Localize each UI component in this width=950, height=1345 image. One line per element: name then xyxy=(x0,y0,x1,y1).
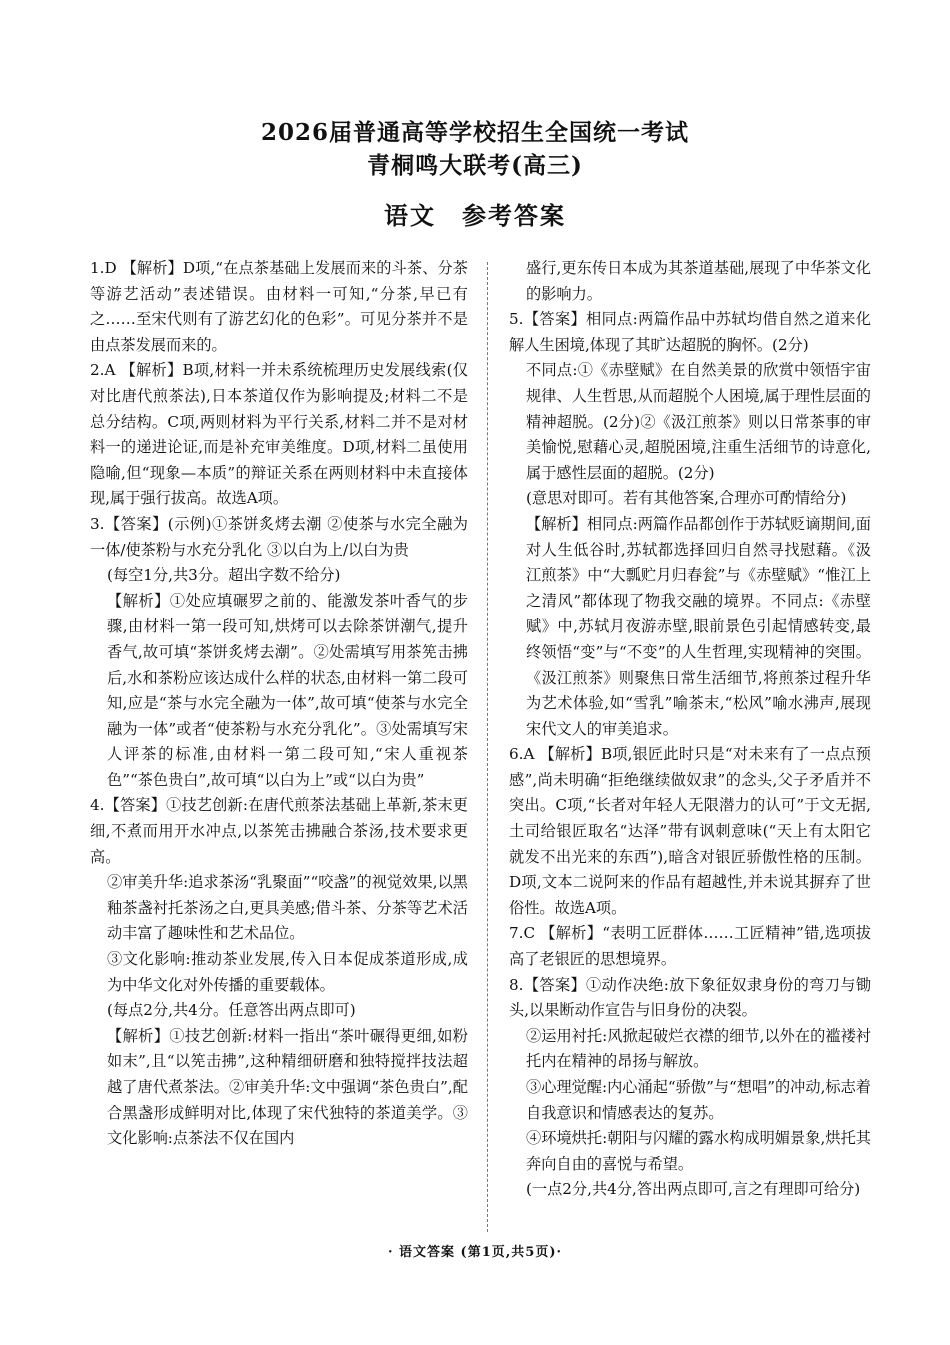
exam-subtitle: 青桐鸣大联考(高三) xyxy=(367,152,583,179)
answer-q7: 7.C 【解析】“表明工匠群体……工匠精神”错,选项拔高了老银匠的思想境界。 xyxy=(509,924,871,969)
answer-q4: 4.【答案】①技艺创新:在唐代煎茶法基础上革新,茶末更细,不煮而用开水冲点,以茶筅击拂融合茶汤,技术要求更高。 xyxy=(90,796,468,866)
answer-q5-differences: 不同点:①《赤壁赋》在自然美景的欣赏中领悟宇宙规律、人生哲思,从而超脱个人困境,属于理性层面的精神超脱。(2分)②《汲江煎茶》则以日常茶事的审美愉悦,慰藉心灵,超脱困境,注重生活细节的诗意化,属于感性层面的超脱。(2分) xyxy=(526,361,871,482)
answer-q6: 6.A 【解析】B项,银匠此时只是“对未来有了一点点预感”,尚未明确“拒绝继续做奴隶”的念头,父子矛盾并不突出。C项,“长者对年轻人无限潜力的认可”于文无据,土司给银匠取名“达泽”带有讽刺意味(“天上有太阳它就发不出光来的东西”),暗含对银匠骄傲性格的压制。D项,文本二说阿来的作品有超越性,并未说其摒弃了世俗性。故选A项。 xyxy=(509,745,871,917)
answer-q8-point3: ③心理觉醒:内心涌起“骄傲”与“想唱”的冲动,标志着自我意识和情感表达的复苏。 xyxy=(526,1078,871,1122)
scoring-note-q8: (一点2分,共4分,答出两点即可,言之有理即可给分) xyxy=(526,1180,861,1199)
column-divider xyxy=(487,262,488,1232)
exam-title: 2026届普通高等学校招生全国统一考试 xyxy=(260,119,689,146)
answer-q4-point2: ②审美升华:追求茶汤“乳聚面”“咬盏”的视觉效果,以黑釉茶盏衬托茶汤之白,更具美感;借斗茶、分茶等艺术活动丰富了趣味性和艺术品位。 xyxy=(107,873,468,943)
scoring-note-q3: (每空1分,共3分。超出字数不给分) xyxy=(107,566,341,585)
answer-q5: 5.【答案】相同点:两篇作品中苏轼均借自然之道来化解人生困境,体现了其旷达超脱的胸怀。(2分) xyxy=(509,310,871,354)
answer-q3: 3.【答案】(示例)①茶饼炙烤去潮 ②使茶与水完全融为一体/使茶粉与水充分乳化 ③以白为上/以白为贵 xyxy=(90,514,468,559)
answer-q2: 2.A 【解析】B项,材料一并未系统梳理历史发展线索(仅对比唐代煎茶法),日本茶道仅作为影响提及;材料二不是总分结构。C项,两则材料为平行关系,材料二并不是对材料一的递进论证,而是补充审美维度。D项,材料二虽使用隐喻,但“现象—本质”的辩证关系在两则材料中未直接体现,属于强行拔高。故选A项。 xyxy=(90,361,468,508)
page-footer: · 语文答案 (第1页,共5页)· xyxy=(387,1245,563,1260)
subject-label: 语文 xyxy=(384,201,436,230)
answer-key-heading xyxy=(0,196,950,231)
left-column xyxy=(90,256,468,1152)
answer-q8-point4: ④环境烘托:朝阳与闪耀的露水构成明媚景象,烘托其奔向自由的喜悦与希望。 xyxy=(526,1129,871,1173)
analysis-q5: 【解析】相同点:两篇作品都创作于苏轼贬谪期间,面对人生低谷时,苏轼都选择回归自然寻找慰藉。《汲江煎茶》中“大瓢贮月归春瓮”与《赤壁赋》“惟江上之清风”都体现了物我交融的境界。不同点:《赤壁赋》中,苏轼月夜游赤壁,眼前景色引起情感转变,最终领悟“变”与“不变”的人生哲理,实现精神的突围。《汲江煎茶》则聚焦日常生活细节,将煎茶过程升华为艺术体验,如“雪乳”喻茶末,“松风”喻水沸声,展现宋代文人的审美追求。 xyxy=(526,514,871,738)
answer-q8: 8.【答案】①动作决绝:放下象征奴隶身份的弯刀与锄头,以果断动作宣告与旧身份的决裂。 xyxy=(509,975,871,1020)
answer-q8-point2: ②运用衬托:风掀起破烂衣襟的细节,以外在的褴褛衬托内在精神的昂扬与解放。 xyxy=(526,1026,871,1071)
analysis-q3: 【解析】①处应填碾罗之前的、能激发茶叶香气的步骤,由材料一第一段可知,烘烤可以去除茶饼潮气,提升香气,故可填“茶饼炙烤去潮”。②处需填写用茶筅击拂后,水和茶粉应该达成什么样的状态,由材料一第二段可知,应是“茶与水完全融为一体”,故可填“使茶与水完全融为一体”或者“使茶粉与水充分乳化”。③处需填写宋人评茶的标准,由材料一第二段可知,“宋人重视茶色”“茶色贵白”,故可填“以白为上”或“以白为贵” xyxy=(107,591,468,789)
analysis-q4: 【解析】①技艺创新:材料一指出“茶叶碾得更细,如粉如末”,且“以筅击拂”,这种精细研磨和独特搅拌技法超越了唐代煮茶法。②审美升华:文中强调“茶色贵白”,配合黑盏形成鲜明对比,体现了宋代独特的茶道美学。③文化影响:点茶法不仅在国内 xyxy=(107,1026,468,1148)
right-column xyxy=(509,256,871,1203)
answer-q1: 1.D 【解析】D项,“在点茶基础上发展而来的斗茶、分茶等游艺活动”表述错误。由材料一可知,“分茶,早已有之……至宋代则有了游艺幻化的色彩”。可见分茶并不是由点茶发展而来的。 xyxy=(90,259,468,354)
answer-q4-point3: ③文化影响:推动茶业发展,传入日本促成茶道形成,成为中华文化对外传播的重要载体。 xyxy=(107,950,468,994)
doc-type-label: 参考答案 xyxy=(462,201,566,230)
scoring-note-q5: (意思对即可。若有其他答案,合理亦可酌情给分) xyxy=(526,489,847,508)
analysis-q4-continued: 盛行,更东传日本成为其茶道基础,展现了中华茶文化的影响力。 xyxy=(526,259,871,303)
scoring-note-q4: (每点2分,共4分。任意答出两点即可) xyxy=(107,1001,356,1020)
